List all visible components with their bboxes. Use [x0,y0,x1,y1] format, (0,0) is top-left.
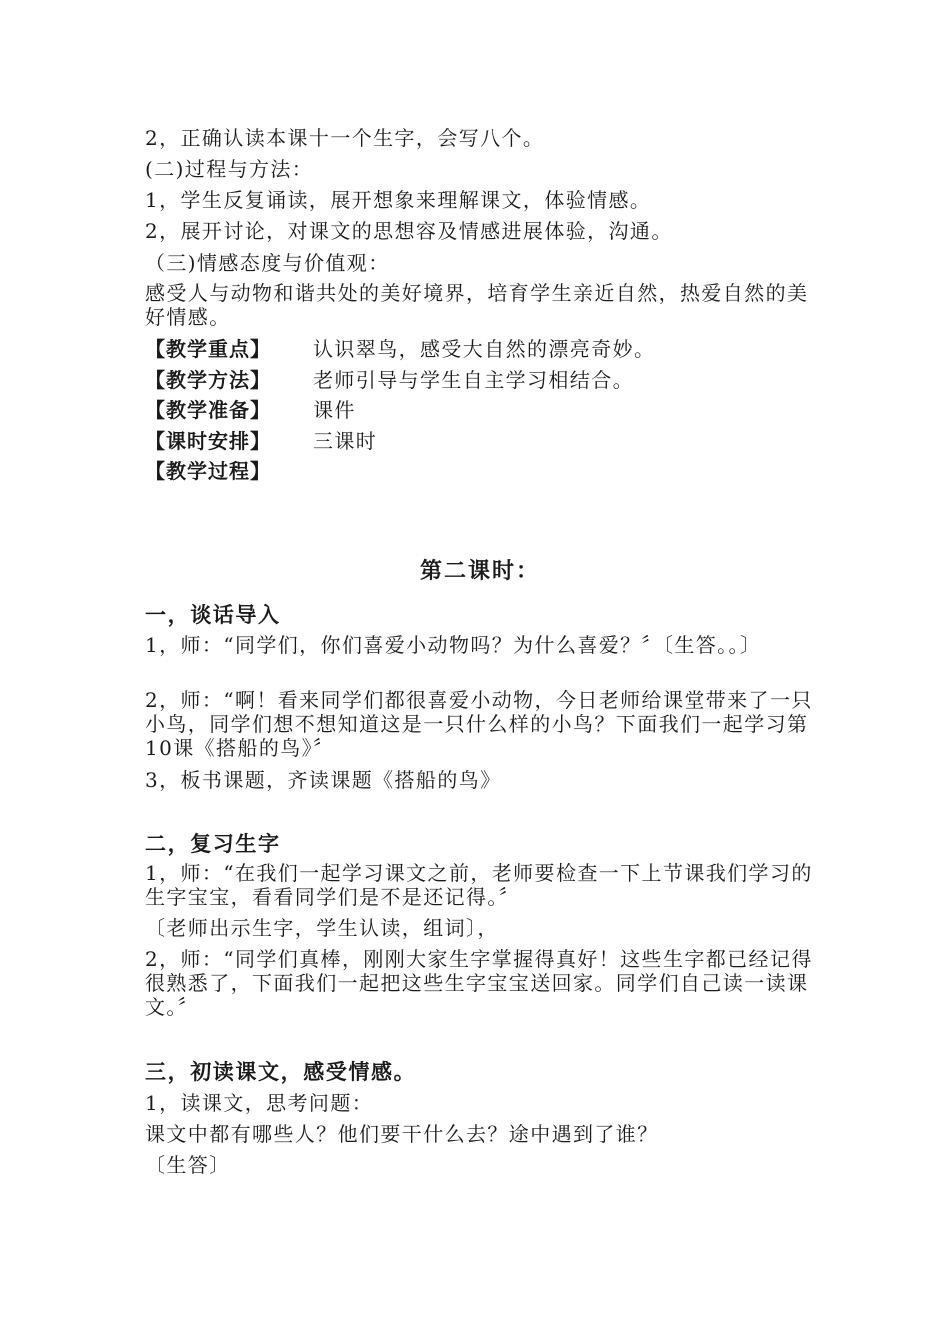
info-key: 【课时安排】 [145,429,271,453]
info-key: 【教学准备】 [145,398,271,422]
info-row-key-points [145,336,815,362]
process-method-heading: (二)过程与方法： [145,157,314,181]
section-line: 1，师：“在我们一起学习课文之前，老师要检查一下上节课我们学习的生字宝宝，看看同学们是不是还记得。〞 [145,861,813,909]
section-line: 课文中都有哪些人？他们要干什么去？途中遇到了谁？ [145,1122,659,1146]
info-value: 三课时 [313,429,378,453]
objective-knowledge-2: 2，正确认读本课十一个生字，会写八个。 [145,126,545,150]
section-heading-first-reading: 三，初读课文，感受情感。 [145,1060,417,1084]
section-line: 〔生答〕 [145,1153,231,1177]
info-key: 【教学方法】 [145,368,271,392]
emotion-text: 感受人与动物和谐共处的美好境界，培育学生亲近自然，热爱自然的美好情感。 [145,281,809,329]
emotion-heading: （三)情感态度与价值观： [145,251,390,275]
info-row-schedule [145,428,815,454]
process-item-1: 1，学生反复诵读，展开想象来理解课文，体验情感。 [145,188,652,212]
section-line: 3，板书课题，齐读课题《搭船的鸟》 [145,768,502,792]
section-line: 2，师：“同学们真棒，刚刚大家生字掌握得真好！这些生字都已经记得很熟悉了，下面我们一起把这些生字宝宝送回家。同学们自己读一读课文。〞 [145,947,813,1019]
section-heading-review: 二，复习生字 [145,832,281,856]
section-line: 1，师：“同学们，你们喜爱小动物吗？为什么喜爱？〞〔生答。。〕 [145,633,762,657]
info-value: 老师引导与学生自主学习相结合。 [313,368,634,392]
info-row-method [145,367,815,393]
info-key: 【教学过程】 [145,459,271,483]
lesson-title: 第二课时： [419,559,540,584]
process-item-2: 2，展开讨论，对课文的思想容及情感进展体验，沟通。 [145,219,673,243]
section-line: 〔老师出示生字，学生认读，组词〕， [145,916,499,940]
info-value: 认识翠鸟，感受大自然的漂亮奇妙。 [313,337,656,361]
section-heading-intro: 一，谈话导入 [145,603,281,627]
info-row-preparation [145,397,815,423]
info-row-process [145,458,815,484]
info-value: 课件 [313,398,356,422]
section-line: 1，读课文，思考问题： [145,1091,374,1115]
section-line: 2，师：“啊！看来同学们都很喜爱小动物，今日老师给课堂带来了一只小鸟，同学们想不想知道这是一只什么样的小鸟？下面我们一起学习第10课《搭船的鸟》〞 [145,688,813,760]
info-key: 【教学重点】 [145,337,271,361]
